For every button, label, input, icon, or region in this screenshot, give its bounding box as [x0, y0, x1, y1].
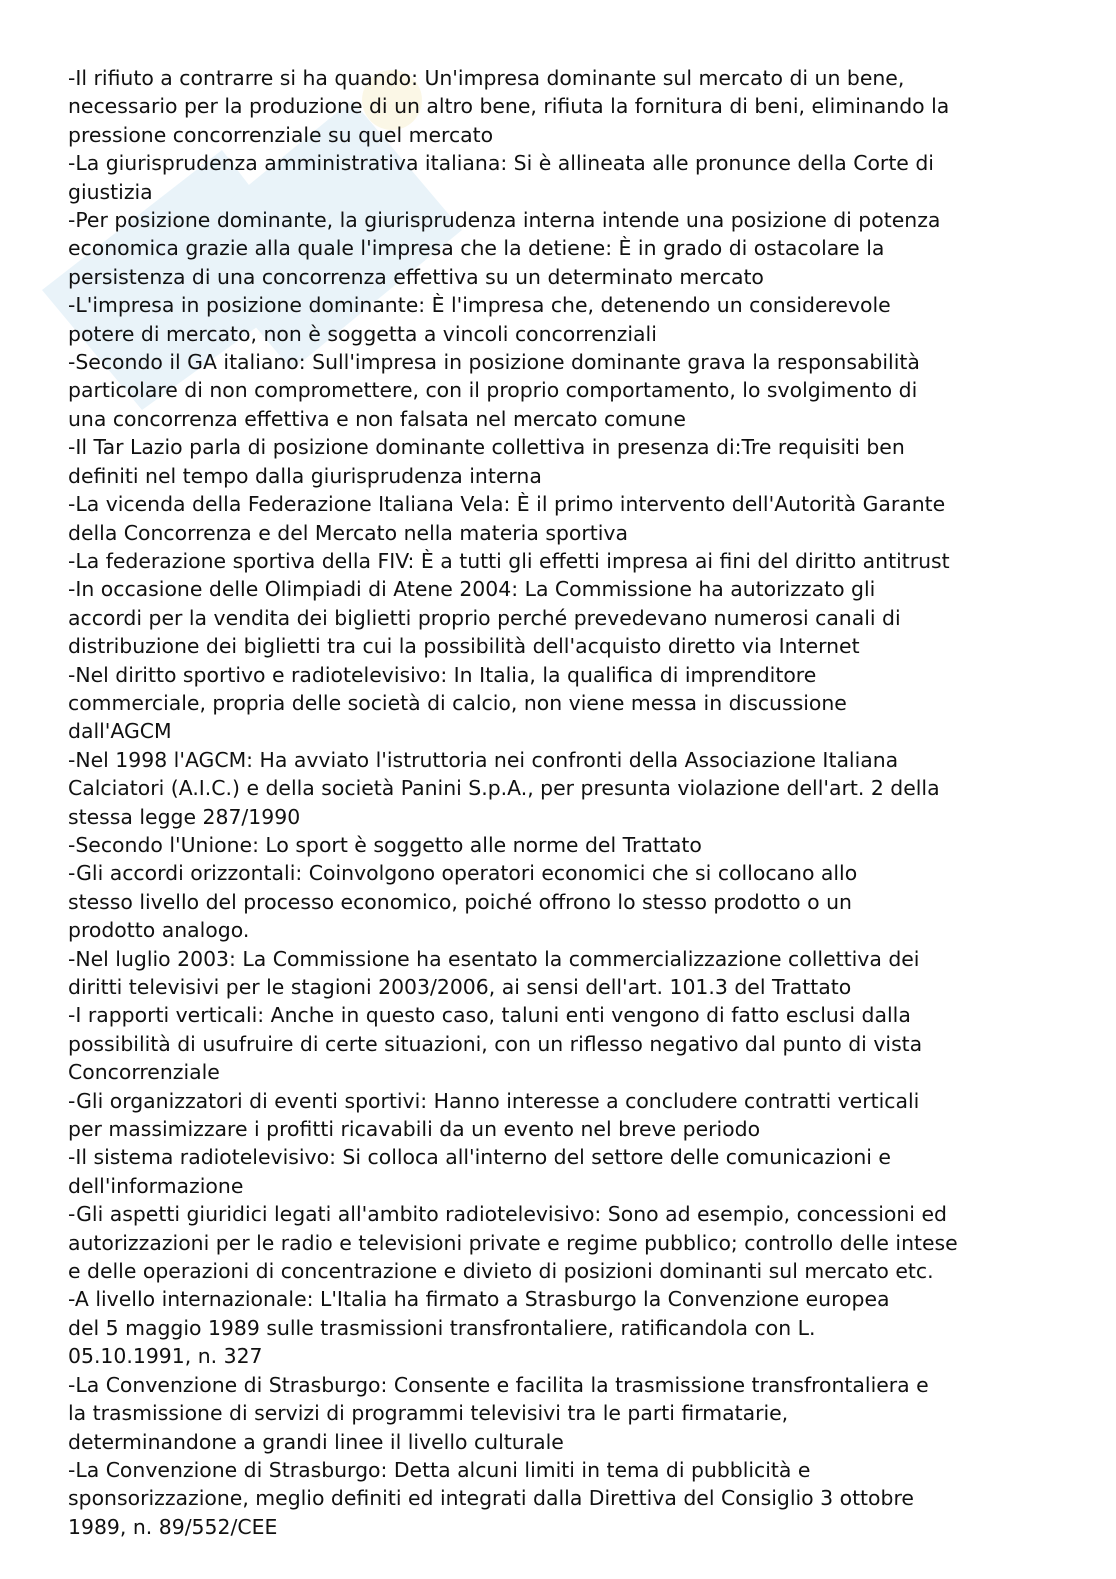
text-line: la trasmissione di servizi di programmi televisivi tra le parti firmatarie,	[68, 1401, 789, 1426]
text-line: -Nel 1998 l'AGCM: Ha avviato l'istruttoria nei confronti della Associazione Italiana	[68, 747, 899, 772]
text-line: necessario per la produzione di un altro bene, rifiuta la fornitura di beni, eliminando la	[68, 94, 950, 119]
text-line: pressione concorrenziale su quel mercato	[68, 122, 494, 147]
text-line: determinandone a grandi linee il livello culturale	[68, 1429, 564, 1454]
text-line: -La Convenzione di Strasburgo: Detta alcuni limiti in tema di pubblicità e	[68, 1457, 811, 1482]
text-line: sponsorizzazione, meglio definiti ed integrati dalla Direttiva del Consiglio 3 ottobre	[68, 1486, 914, 1511]
text-line: del 5 maggio 1989 sulle trasmissioni transfrontaliere, ratificandola con L.	[68, 1315, 816, 1340]
text-line: dall'AGCM	[68, 719, 172, 744]
text-line: -Gli organizzatori di eventi sportivi: Hanno interesse a concludere contratti verticali	[68, 1088, 920, 1113]
text-line: -Nel diritto sportivo e radiotelevisivo: In Italia, la qualifica di imprenditore	[68, 662, 817, 687]
text-line: -A livello internazionale: L'Italia ha firmato a Strasburgo la Convenzione europea	[68, 1287, 890, 1312]
text-line: giustizia	[68, 179, 153, 204]
text-line: accordi per la vendita dei biglietti proprio perché prevedevano numerosi canali di	[68, 605, 901, 630]
text-line: -Per posizione dominante, la giurisprudenza interna intende una posizione di potenza	[68, 208, 941, 233]
text-line: autorizzazioni per le radio e televisioni private e regime pubblico; controllo delle intese	[68, 1230, 958, 1255]
text-line: -La federazione sportiva della FIV: È a tutti gli effetti impresa ai fini del diritto antitrust	[68, 548, 950, 573]
text-line: -Gli accordi orizzontali: Coinvolgono operatori economici che si collocano allo	[68, 861, 858, 886]
text-line: Concorrenziale	[68, 1060, 220, 1085]
text-line: -La Convenzione di Strasburgo: Consente e facilita la trasmissione transfrontaliera e	[68, 1372, 929, 1397]
text-line: distribuzione dei biglietti tra cui la possibilità dell'acquisto diretto via Internet	[68, 634, 860, 659]
text-line: possibilità di usufruire di certe situazioni, con un riflesso negativo dal punto di vista	[68, 1031, 923, 1056]
text-line: commerciale, propria delle società di calcio, non viene messa in discussione	[68, 690, 847, 715]
text-line: Calciatori (A.I.C.) e della società Panini S.p.A., per presunta violazione dell'art. 2 della	[68, 776, 940, 801]
text-line: -In occasione delle Olimpiadi di Atene 2004: La Commissione ha autorizzato gli	[68, 577, 876, 602]
text-line: -Il sistema radiotelevisivo: Si colloca all'interno del settore delle comunicazioni e	[68, 1145, 891, 1170]
text-line: stesso livello del processo economico, poiché offrono lo stesso prodotto o un	[68, 889, 852, 914]
text-line: 05.10.1991, n. 327	[68, 1344, 263, 1369]
text-line: diritti televisivi per le stagioni 2003/2006, ai sensi dell'art. 101.3 del Trattato	[68, 975, 852, 999]
text-line: -Secondo il GA italiano: Sull'impresa in posizione dominante grava la responsabilità	[68, 350, 920, 375]
text-line: -Secondo l'Unione: Lo sport è soggetto alle norme del Trattato	[68, 832, 702, 857]
text-line: -I rapporti verticali: Anche in questo caso, taluni enti vengono di fatto esclusi dalla	[68, 1003, 911, 1028]
document-body	[68, 64, 1068, 1541]
text-line: -Il rifiuto a contrarre si ha quando: Un'impresa dominante sul mercato di un bene,	[68, 66, 905, 90]
text-line: -La vicenda della Federazione Italiana Vela: È il primo intervento dell'Autorità Garante	[68, 492, 946, 517]
text-line: dell'informazione	[68, 1173, 244, 1198]
text-line: -Il Tar Lazio parla di posizione dominante collettiva in presenza di:Tre requisiti ben	[68, 435, 905, 460]
text-line: definiti nel tempo dalla giurisprudenza interna	[68, 463, 542, 488]
text-line: -L'impresa in posizione dominante: È l'impresa che, detenendo un considerevole	[68, 293, 891, 318]
text-line: economica grazie alla quale l'impresa che la detiene: È in grado di ostacolare la	[68, 236, 885, 261]
text-line: una concorrenza effettiva e non falsata nel mercato comune	[68, 406, 686, 431]
text-line: e delle operazioni di concentrazione e divieto di posizioni dominanti sul mercato etc.	[68, 1259, 934, 1284]
text-line: per massimizzare i profitti ricavabili da un evento nel breve periodo	[68, 1117, 761, 1142]
text-line: potere di mercato, non è soggetta a vincoli concorrenziali	[68, 321, 657, 346]
text-line: -Gli aspetti giuridici legati all'ambito radiotelevisivo: Sono ad esempio, concessioni ed	[68, 1202, 947, 1227]
text-line: prodotto analogo.	[68, 918, 250, 943]
text-line: della Concorrenza e del Mercato nella materia sportiva	[68, 520, 628, 545]
text-line: stessa legge 287/1990	[68, 804, 301, 829]
text-line: persistenza di una concorrenza effettiva su un determinato mercato	[68, 264, 764, 289]
text-line: 1989, n. 89/552/CEE	[68, 1514, 278, 1539]
text-line: -Nel luglio 2003: La Commissione ha esentato la commercializzazione collettiva dei	[68, 946, 920, 971]
text-line: -La giurisprudenza amministrativa italiana: Si è allineata alle pronunce della Corte di	[68, 151, 934, 176]
text-line: particolare di non compromettere, con il proprio comportamento, lo svolgimento di	[68, 378, 918, 403]
